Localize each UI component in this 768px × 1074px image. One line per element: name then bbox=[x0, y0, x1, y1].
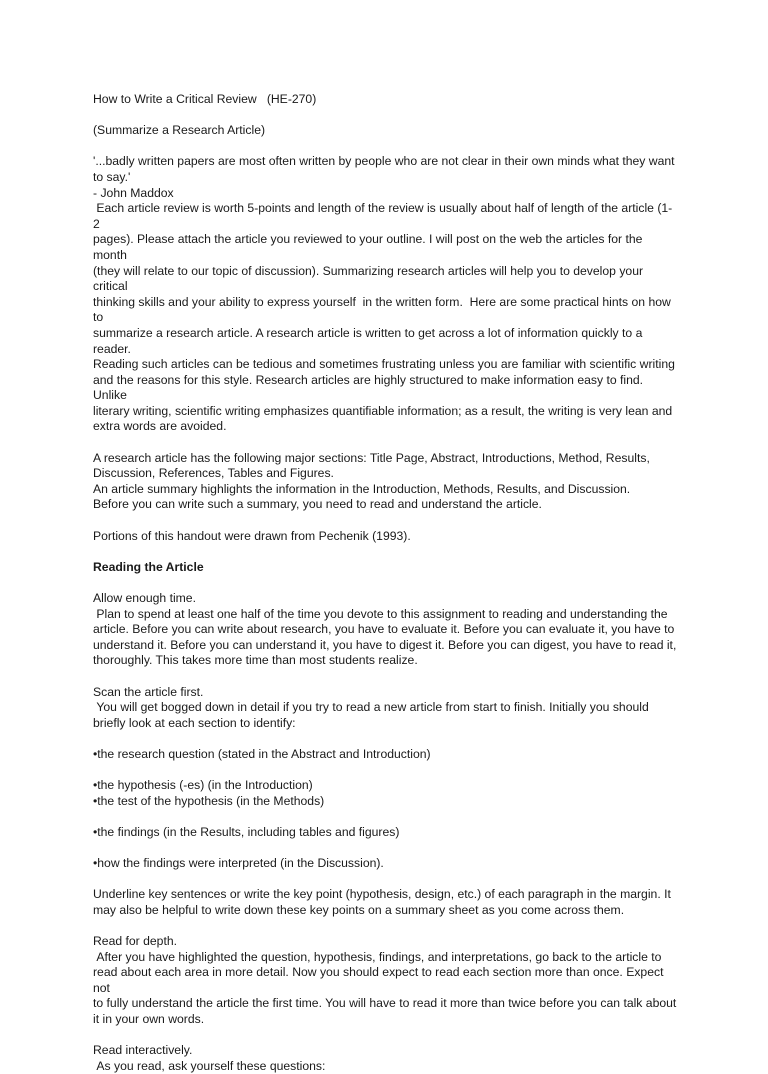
paragraph-line: literary writing, scientific writing emphasizes quantifiable information; as a result, the writing is very lean and bbox=[93, 403, 673, 418]
spacer bbox=[93, 575, 678, 591]
paragraph-line: After you have highlighted the question, hypothesis, findings, and interpretations, go back to the article to bbox=[93, 949, 662, 964]
intro-paragraph bbox=[93, 201, 678, 435]
spacer bbox=[93, 513, 678, 529]
quote-author: - John Maddox bbox=[93, 185, 174, 200]
spacer bbox=[93, 139, 678, 155]
spacer bbox=[93, 841, 678, 857]
paragraph-line: article. Before you can write about research, you have to evaluate it. Before you can evaluate it, you have to bbox=[93, 622, 675, 637]
spacer bbox=[93, 918, 678, 934]
subsection-label: Allow enough time. bbox=[93, 591, 196, 605]
paragraph-line: understand it. Before you can understand it, you have to digest it. Before you can digest, you have to read it, bbox=[93, 637, 677, 652]
spacer bbox=[93, 763, 678, 779]
paragraph-line: briefly look at each section to identify: bbox=[93, 715, 296, 730]
portions-note: Portions of this handout were drawn from Pechenik (1993). bbox=[93, 528, 411, 543]
bullet-item: •how the findings were interpreted (in the Discussion). bbox=[93, 856, 384, 871]
document-title: How to Write a Critical Review (HE-270) bbox=[93, 92, 317, 106]
paragraph-line: and the reasons for this style. Research articles are highly structured to make information easy to find. Unlike bbox=[93, 372, 647, 403]
document-subtitle: (Summarize a Research Article) bbox=[93, 123, 266, 138]
spacer bbox=[93, 669, 678, 685]
paragraph-line: (they will relate to our topic of discussion). Summarizing research articles will help you to develop your critical bbox=[93, 263, 647, 294]
sections-paragraph bbox=[93, 451, 678, 513]
spacer bbox=[93, 108, 678, 124]
spacer bbox=[93, 544, 678, 560]
spacer bbox=[93, 872, 678, 888]
underline-paragraph bbox=[93, 887, 678, 918]
quote-line: to say.' bbox=[93, 169, 131, 184]
depth-paragraph bbox=[93, 950, 678, 1028]
bullet-item: •the findings (in the Results, including tables and figures) bbox=[93, 824, 400, 839]
paragraph-line: As you read, ask yourself these questions: bbox=[93, 1058, 326, 1073]
paragraph-line: summarize a research article. A research article is written to get across a lot of information quickly to a reader. bbox=[93, 325, 646, 356]
paragraph-line: Reading such articles can be tedious and sometimes frustrating unless you are familiar with scientific writing bbox=[93, 357, 675, 372]
scan-paragraph bbox=[93, 700, 678, 731]
subsection-label: Read for depth. bbox=[93, 934, 178, 949]
paragraph-line: Each article review is worth 5-points and length of the review is usually about half of length of the article (1-2 bbox=[93, 201, 673, 231]
bullet-item: •the hypothesis (-es) (in the Introduction) bbox=[93, 778, 313, 793]
paragraph-line: Before you can write such a summary, you need to read and understand the article. bbox=[93, 497, 542, 512]
paragraph-line: thoroughly. This takes more time than most students realize. bbox=[93, 653, 418, 668]
paragraph-line: You will get bogged down in detail if you try to read a new article from start to finish. Initially you should bbox=[93, 700, 649, 715]
paragraph-line: thinking skills and your ability to express yourself in the written form. Here are some practical hints on how to bbox=[93, 294, 675, 325]
allow-time-paragraph bbox=[93, 607, 678, 669]
paragraph-line: An article summary highlights the information in the Introduction, Methods, Results, and Discussion. bbox=[93, 481, 631, 496]
paragraph-line: to fully understand the article the first time. You will have to read it more than twice before you can talk about bbox=[93, 996, 677, 1011]
spacer bbox=[93, 435, 678, 451]
paragraph-line: may also be helpful to write down these key points on a summary sheet as you come across them. bbox=[93, 902, 625, 917]
paragraph-line: read about each area in more detail. Now you should expect to read each section more than once. Expect not bbox=[93, 965, 667, 995]
quote-line: '...badly written papers are most often written by people who are not clear in their own minds what they want bbox=[93, 154, 675, 169]
section-heading: Reading the Article bbox=[93, 559, 204, 574]
subsection-label: Read interactively. bbox=[93, 1043, 193, 1058]
bullet-item: •the test of the hypothesis (in the Methods) bbox=[93, 793, 325, 808]
paragraph-line: Plan to spend at least one half of the time you devote to this assignment to reading and understanding the bbox=[93, 606, 668, 621]
paragraph-line: A research article has the following major sections: Title Page, Abstract, Introductions, Method, Results, bbox=[93, 450, 650, 465]
paragraph-line: extra words are avoided. bbox=[93, 419, 227, 434]
spacer bbox=[93, 1028, 678, 1044]
subsection-label: Scan the article first. bbox=[93, 684, 204, 699]
paragraph-line: pages). Please attach the article you reviewed to your outline. I will post on the web the articles for the month bbox=[93, 232, 646, 262]
paragraph-line: Underline key sentences or write the key point (hypothesis, design, etc.) of each paragraph in the margin. It bbox=[93, 887, 671, 902]
paragraph-line: it in your own words. bbox=[93, 1012, 205, 1027]
spacer bbox=[93, 731, 678, 747]
paragraph-line: Discussion, References, Tables and Figures. bbox=[93, 466, 334, 481]
spacer bbox=[93, 809, 678, 825]
bullet-item: •the research question (stated in the Abstract and Introduction) bbox=[93, 746, 431, 761]
